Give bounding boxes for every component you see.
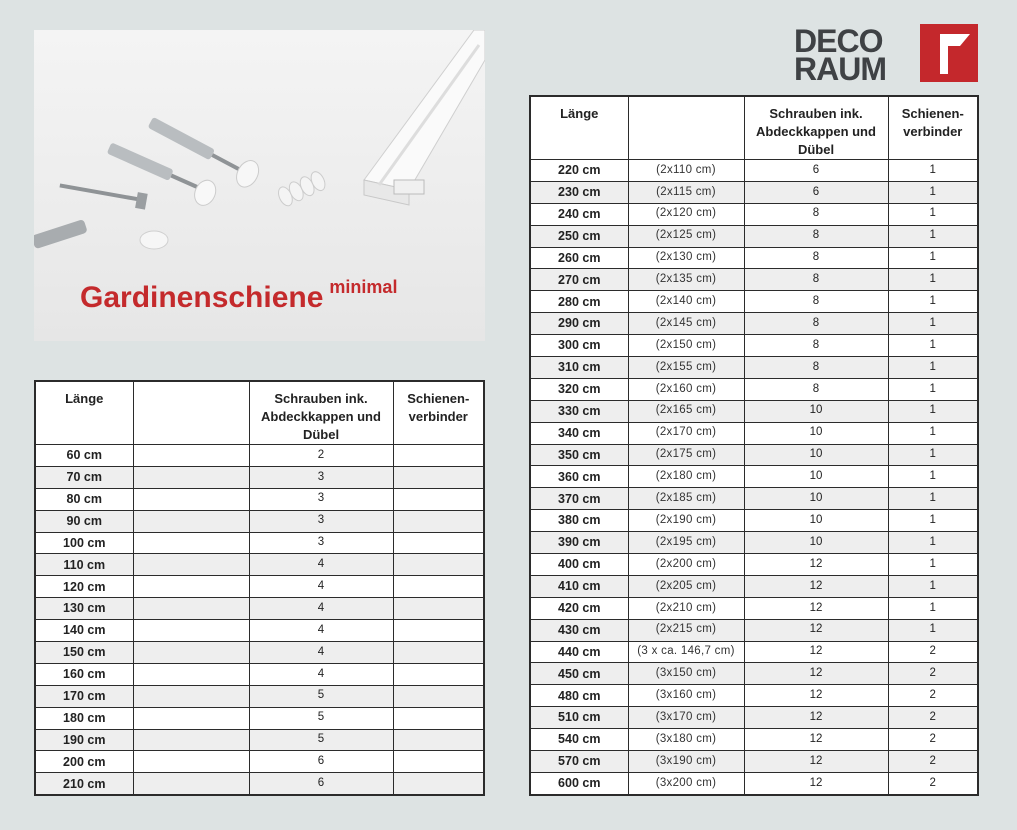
table-row [530, 575, 978, 597]
cell-split: (2x215 cm) [628, 619, 744, 641]
cell-screws: 4 [249, 576, 393, 598]
cell-screws: 12 [744, 554, 888, 576]
table-row [530, 247, 978, 269]
cell-screws: 10 [744, 510, 888, 532]
cell-connectors: 1 [888, 335, 978, 357]
cell-connectors [393, 488, 484, 510]
table-row [35, 773, 484, 795]
cell-screws: 6 [249, 773, 393, 795]
cell-length: 110 cm [35, 554, 133, 576]
cell-screws: 5 [249, 707, 393, 729]
table-row [530, 203, 978, 225]
table-row [35, 642, 484, 664]
cell-connectors [393, 773, 484, 795]
cell-split [133, 773, 249, 795]
cell-length: 60 cm [35, 445, 133, 467]
cell-length: 370 cm [530, 488, 628, 510]
cell-connectors [393, 532, 484, 554]
cell-connectors [393, 663, 484, 685]
table-row [530, 532, 978, 554]
cell-connectors: 1 [888, 378, 978, 400]
table-row [530, 751, 978, 773]
cell-screws: 8 [744, 203, 888, 225]
table-row [530, 772, 978, 794]
table-row [530, 335, 978, 357]
length-table-short [34, 380, 485, 796]
cell-length: 400 cm [530, 554, 628, 576]
cell-split: (2x125 cm) [628, 225, 744, 247]
cell-connectors: 2 [888, 707, 978, 729]
cell-connectors: 1 [888, 575, 978, 597]
table-row [35, 620, 484, 642]
cell-length: 330 cm [530, 400, 628, 422]
table-row [35, 488, 484, 510]
table-row [530, 641, 978, 663]
cell-screws: 12 [744, 729, 888, 751]
cell-length: 260 cm [530, 247, 628, 269]
table-row [35, 685, 484, 707]
table-row [530, 707, 978, 729]
curtain-rail-image [364, 30, 485, 205]
cell-length: 160 cm [35, 663, 133, 685]
cell-screws: 8 [744, 269, 888, 291]
col-header-length: Länge [35, 381, 133, 445]
cell-split: (2x205 cm) [628, 575, 744, 597]
cell-connectors [393, 707, 484, 729]
table-row [530, 597, 978, 619]
table-row [530, 554, 978, 576]
cell-length: 120 cm [35, 576, 133, 598]
cell-connectors: 1 [888, 291, 978, 313]
cell-screws: 8 [744, 225, 888, 247]
cell-screws: 12 [744, 575, 888, 597]
cell-length: 410 cm [530, 575, 628, 597]
col-header-length: Länge [530, 96, 628, 160]
cell-length: 280 cm [530, 291, 628, 313]
table-row [35, 445, 484, 467]
cell-split: (2x155 cm) [628, 357, 744, 379]
cell-screws: 12 [744, 663, 888, 685]
cell-connectors: 1 [888, 597, 978, 619]
col-header-split [628, 96, 744, 160]
cell-connectors [393, 751, 484, 773]
cell-connectors: 1 [888, 488, 978, 510]
cell-connectors: 1 [888, 357, 978, 379]
table-row [35, 466, 484, 488]
cell-screws: 8 [744, 291, 888, 313]
cell-length: 80 cm [35, 488, 133, 510]
cell-connectors: 2 [888, 641, 978, 663]
table-row [35, 554, 484, 576]
cell-screws: 10 [744, 488, 888, 510]
cell-connectors: 1 [888, 160, 978, 182]
cell-split [133, 510, 249, 532]
logo-line-1: DECO [794, 23, 883, 59]
table-row [530, 313, 978, 335]
product-title-suffix: minimal [329, 277, 398, 297]
cell-split: (2x150 cm) [628, 335, 744, 357]
cell-screws: 4 [249, 663, 393, 685]
cell-length: 230 cm [530, 181, 628, 203]
table-row [530, 291, 978, 313]
cell-connectors: 1 [888, 181, 978, 203]
cell-split: (2x195 cm) [628, 532, 744, 554]
logo-mark-icon [920, 24, 978, 82]
table-row [35, 729, 484, 751]
cell-screws: 8 [744, 378, 888, 400]
table-row [530, 160, 978, 182]
cell-split: (3 x ca. 146,7 cm) [628, 641, 744, 663]
cell-split [133, 729, 249, 751]
cell-screws: 12 [744, 597, 888, 619]
table-header-row [530, 96, 978, 160]
cell-length: 200 cm [35, 751, 133, 773]
cell-split: (2x165 cm) [628, 400, 744, 422]
cell-split: (2x210 cm) [628, 597, 744, 619]
cell-split: (3x160 cm) [628, 685, 744, 707]
cell-screws: 2 [249, 445, 393, 467]
cell-screws: 6 [744, 160, 888, 182]
cell-connectors [393, 466, 484, 488]
cell-connectors [393, 510, 484, 532]
cell-screws: 3 [249, 532, 393, 554]
cell-length: 150 cm [35, 642, 133, 664]
cell-split: (2x185 cm) [628, 488, 744, 510]
cell-length: 360 cm [530, 466, 628, 488]
cell-length: 210 cm [35, 773, 133, 795]
cell-split [133, 707, 249, 729]
cell-split: (2x135 cm) [628, 269, 744, 291]
cell-screws: 3 [249, 466, 393, 488]
cell-screws: 4 [249, 620, 393, 642]
cell-split [133, 576, 249, 598]
cell-length: 430 cm [530, 619, 628, 641]
table-row [530, 225, 978, 247]
table-row [530, 181, 978, 203]
cell-split: (2x130 cm) [628, 247, 744, 269]
cell-connectors [393, 685, 484, 707]
cell-length: 320 cm [530, 378, 628, 400]
product-title: Gardinenschiene $^{minimal}$ [80, 277, 398, 314]
cell-length: 220 cm [530, 160, 628, 182]
cell-screws: 8 [744, 313, 888, 335]
table-row [530, 466, 978, 488]
cell-screws: 10 [744, 466, 888, 488]
cell-length: 290 cm [530, 313, 628, 335]
table-row [35, 510, 484, 532]
cell-screws: 10 [744, 444, 888, 466]
cell-split [133, 554, 249, 576]
cell-connectors: 2 [888, 751, 978, 773]
table-row [35, 663, 484, 685]
cell-connectors: 1 [888, 466, 978, 488]
col-header-connectors: Schienen-verbinder [393, 381, 484, 445]
table-row [530, 488, 978, 510]
col-header-split [133, 381, 249, 445]
table-row [530, 510, 978, 532]
cell-connectors: 1 [888, 203, 978, 225]
cell-split [133, 685, 249, 707]
cell-screws: 6 [249, 751, 393, 773]
table-header-row [35, 381, 484, 445]
table-row [35, 532, 484, 554]
cell-length: 510 cm [530, 707, 628, 729]
table-row [35, 598, 484, 620]
cell-connectors: 2 [888, 772, 978, 794]
cell-length: 390 cm [530, 532, 628, 554]
cell-screws: 8 [744, 357, 888, 379]
cell-connectors [393, 729, 484, 751]
cell-connectors: 2 [888, 729, 978, 751]
cell-length: 310 cm [530, 357, 628, 379]
cell-connectors: 1 [888, 422, 978, 444]
table-row [530, 729, 978, 751]
cell-screws: 12 [744, 772, 888, 794]
cell-split: (2x115 cm) [628, 181, 744, 203]
cell-length: 180 cm [35, 707, 133, 729]
cell-split [133, 751, 249, 773]
cell-length: 340 cm [530, 422, 628, 444]
cell-screws: 5 [249, 729, 393, 751]
table-row [35, 576, 484, 598]
cell-split: (2x110 cm) [628, 160, 744, 182]
cell-screws: 12 [744, 707, 888, 729]
table-row [530, 269, 978, 291]
logo-line-2: RAUM [794, 51, 886, 87]
cell-length: 140 cm [35, 620, 133, 642]
cell-split [133, 488, 249, 510]
cell-split: (2x120 cm) [628, 203, 744, 225]
cell-screws: 10 [744, 400, 888, 422]
cell-screws: 12 [744, 751, 888, 773]
table-row [530, 357, 978, 379]
cell-connectors: 1 [888, 247, 978, 269]
cell-split [133, 598, 249, 620]
cell-screws: 10 [744, 422, 888, 444]
cell-connectors: 1 [888, 554, 978, 576]
table-row [530, 663, 978, 685]
cell-split [133, 466, 249, 488]
cell-length: 300 cm [530, 335, 628, 357]
cell-connectors: 1 [888, 313, 978, 335]
table-row [530, 619, 978, 641]
cell-connectors [393, 445, 484, 467]
cell-split: (3x150 cm) [628, 663, 744, 685]
cell-connectors [393, 576, 484, 598]
cell-split: (2x175 cm) [628, 444, 744, 466]
cell-connectors: 2 [888, 663, 978, 685]
cell-connectors: 1 [888, 510, 978, 532]
col-header-connectors: Schienen-verbinder [888, 96, 978, 160]
cell-connectors [393, 598, 484, 620]
table-row [530, 685, 978, 707]
cell-screws: 12 [744, 685, 888, 707]
product-photo [34, 30, 485, 341]
cell-split: (3x170 cm) [628, 707, 744, 729]
length-table-long [529, 95, 979, 796]
cell-length: 240 cm [530, 203, 628, 225]
col-header-screws: Schrauben ink. Abdeckkappen und Dübel [744, 96, 888, 160]
cell-screws: 6 [744, 181, 888, 203]
cell-length: 350 cm [530, 444, 628, 466]
cell-split: (2x145 cm) [628, 313, 744, 335]
table-row [530, 422, 978, 444]
cell-length: 440 cm [530, 641, 628, 663]
cell-split: (2x190 cm) [628, 510, 744, 532]
cell-split [133, 445, 249, 467]
cell-split: (3x200 cm) [628, 772, 744, 794]
cell-length: 100 cm [35, 532, 133, 554]
col-header-screws: Schrauben ink. Abdeckkappen und Dübel [249, 381, 393, 445]
table-row [530, 444, 978, 466]
table-row [530, 400, 978, 422]
screws-dowels-image [34, 110, 328, 249]
cell-length: 270 cm [530, 269, 628, 291]
cell-length: 540 cm [530, 729, 628, 751]
cell-length: 420 cm [530, 597, 628, 619]
cell-screws: 3 [249, 488, 393, 510]
cell-screws: 12 [744, 619, 888, 641]
cell-split: (2x200 cm) [628, 554, 744, 576]
cell-screws: 8 [744, 247, 888, 269]
cell-length: 380 cm [530, 510, 628, 532]
table-row [35, 751, 484, 773]
cell-split [133, 642, 249, 664]
cell-split [133, 532, 249, 554]
cell-length: 190 cm [35, 729, 133, 751]
cell-length: 130 cm [35, 598, 133, 620]
cell-screws: 4 [249, 598, 393, 620]
cell-split: (2x140 cm) [628, 291, 744, 313]
cell-split: (2x170 cm) [628, 422, 744, 444]
cell-split: (2x180 cm) [628, 466, 744, 488]
cell-length: 450 cm [530, 663, 628, 685]
cell-length: 170 cm [35, 685, 133, 707]
cell-connectors: 1 [888, 532, 978, 554]
cell-split [133, 663, 249, 685]
cell-length: 250 cm [530, 225, 628, 247]
cell-connectors [393, 554, 484, 576]
cell-connectors [393, 642, 484, 664]
cell-length: 480 cm [530, 685, 628, 707]
cell-screws: 8 [744, 335, 888, 357]
table-row [35, 707, 484, 729]
cell-connectors [393, 620, 484, 642]
cell-connectors: 1 [888, 225, 978, 247]
cell-screws: 10 [744, 532, 888, 554]
cell-split: (2x160 cm) [628, 378, 744, 400]
cell-screws: 12 [744, 641, 888, 663]
cell-screws: 4 [249, 554, 393, 576]
cell-length: 570 cm [530, 751, 628, 773]
cell-split: (3x190 cm) [628, 751, 744, 773]
cell-connectors: 1 [888, 269, 978, 291]
cell-connectors: 1 [888, 400, 978, 422]
table-row [530, 378, 978, 400]
cell-length: 70 cm [35, 466, 133, 488]
cell-connectors: 1 [888, 619, 978, 641]
cell-screws: 5 [249, 685, 393, 707]
cell-screws: 3 [249, 510, 393, 532]
cell-length: 600 cm [530, 772, 628, 794]
cell-screws: 4 [249, 642, 393, 664]
cell-split: (3x180 cm) [628, 729, 744, 751]
cell-connectors: 1 [888, 444, 978, 466]
cell-split [133, 620, 249, 642]
cell-connectors: 2 [888, 685, 978, 707]
cell-length: 90 cm [35, 510, 133, 532]
